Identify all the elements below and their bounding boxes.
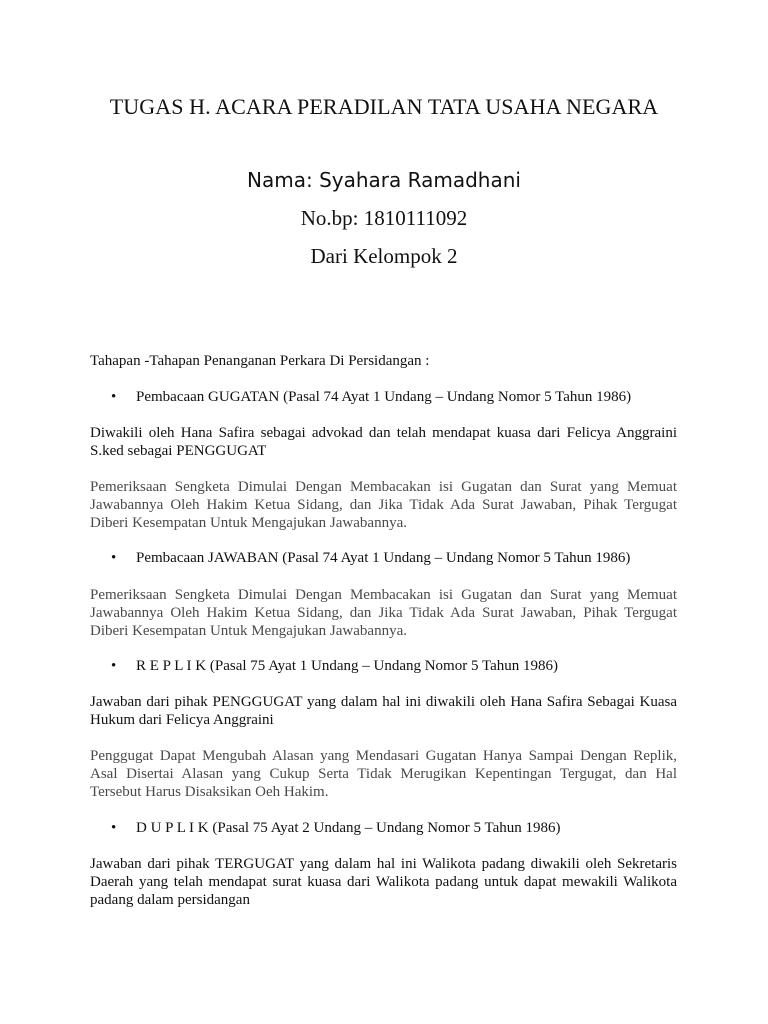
paragraph: Diwakili oleh Hana Safira sebagai advokad dan telah mendapat kuasa dari Felicya Anggraini S.ked sebagai PENGGUGAT [90,425,677,459]
intro-text: Tahapan -Tahapan Penanganan Perkara Di Persidangan : [90,353,430,369]
group-label: Dari Kelompok 2 [310,244,458,268]
document-title: TUGAS H. ACARA PERADILAN TATA USAHA NEGARA [109,94,659,119]
paragraph: Pemeriksaan Sengketa Dimulai Dengan Membacakan isi Gugatan dan Surat yang Memuat Jawabannya Oleh Hakim Ketua Sidang, dan Jika Tidak Ada Surat Jawaban, Pihak Tergugat Diberi Kesempatan Untuk Mengajukan Jawabannya. [90,587,677,639]
bullet-icon: • [111,658,117,674]
student-name: Nama: Syahara Ramadhani [247,168,521,192]
bullet-icon: • [111,550,117,566]
paragraph: Jawaban dari pihak PENGGUGAT yang dalam hal ini diwakili oleh Hana Safira Sebagai Kuasa Hukum dari Felicya Anggraini [90,694,677,728]
bullet-heading: D U P L I K (Pasal 75 Ayat 2 Undang – Undang Nomor 5 Tahun 1986) [136,820,561,836]
bullet-heading: R E P L I K (Pasal 75 Ayat 1 Undang – Undang Nomor 5 Tahun 1986) [136,658,558,674]
bullet-heading: Pembacaan JAWABAN (Pasal 74 Ayat 1 Undang – Undang Nomor 5 Tahun 1986) [136,550,631,566]
paragraph: Penggugat Dapat Mengubah Alasan yang Mendasari Gugatan Hanya Sampai Dengan Replik, Asal Disertai Alasan yang Cukup Serta Tidak Merugikan Kepentingan Tergugat, dan Hal Tersebut Harus Disaksikan Oeh Hakim. [90,748,677,800]
bullet-icon: • [111,820,117,836]
student-number: No.bp: 1810111092 [300,206,468,230]
paragraph: Pemeriksaan Sengketa Dimulai Dengan Membacakan isi Gugatan dan Surat yang Memuat Jawabannya Oleh Hakim Ketua Sidang, dan Jika Tidak Ada Surat Jawaban, Pihak Tergugat Diberi Kesempatan Untuk Mengajukan Jawabannya. [90,479,677,531]
bullet-icon: • [111,389,117,405]
bullet-heading: Pembacaan GUGATAN (Pasal 74 Ayat 1 Undang – Undang Nomor 5 Tahun 1986) [136,389,632,405]
paragraph: Jawaban dari pihak TERGUGAT yang dalam hal ini Walikota padang diwakili oleh Sekretaris Daerah yang telah mendapat surat kuasa dari Walikota padang untuk dapat mewakili Walikota padang dalam persidangan [90,856,677,908]
